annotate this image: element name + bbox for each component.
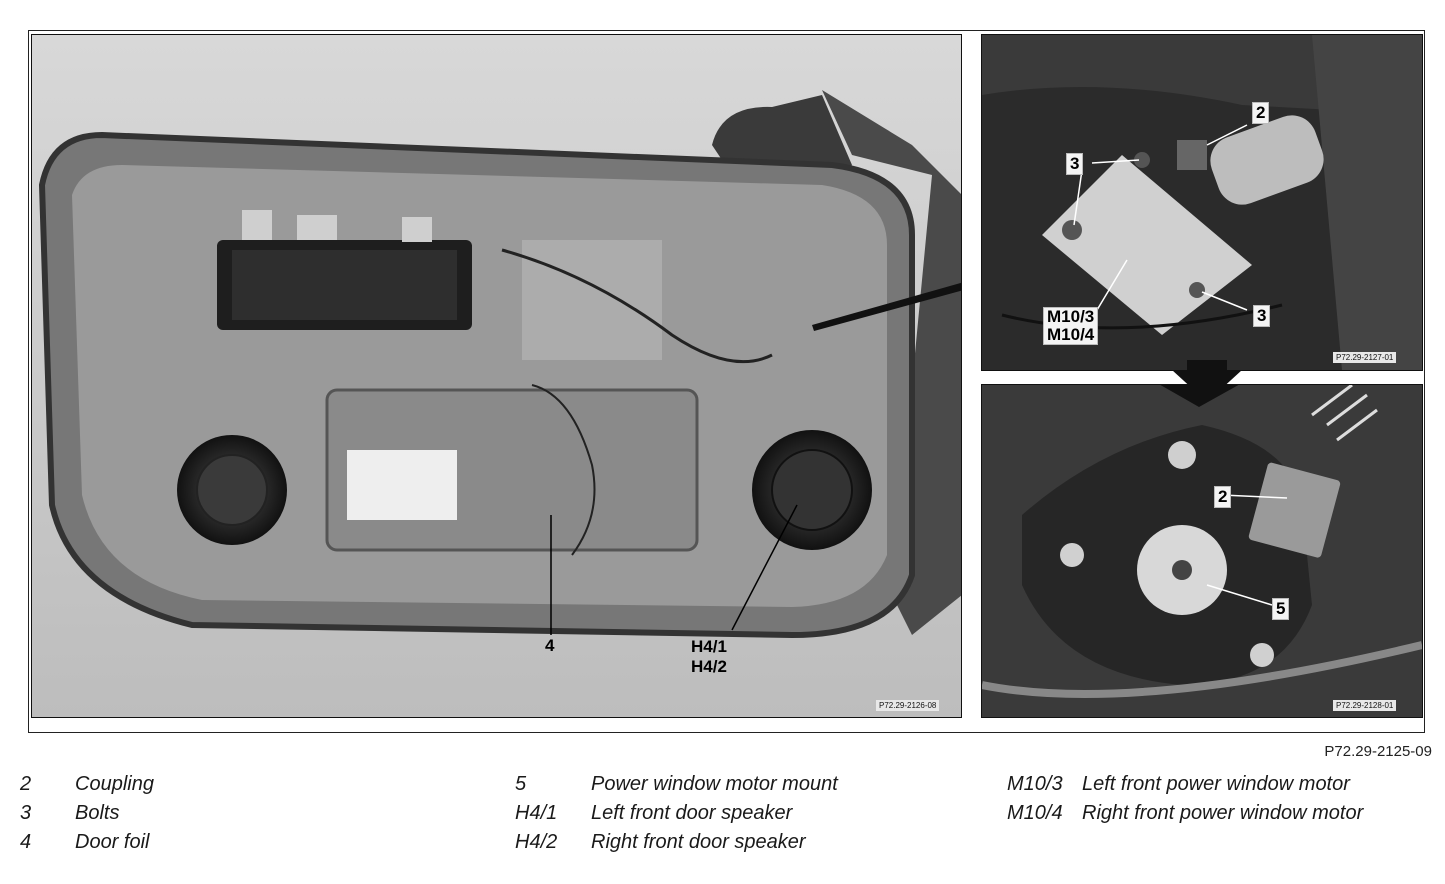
legend-key: 3 [20,802,32,824]
legend-text: Right front power window motor [1082,802,1364,824]
callout-coupling-bottom: 2 [1214,486,1231,508]
legend-key: 5 [515,773,527,795]
down-arrow-icon [1172,360,1242,402]
callout-motor-mount: 5 [1272,598,1289,620]
legend-text: Power window motor mount [591,773,838,795]
main-photo-code: P72.29-2126-08 [876,700,939,711]
top-photo-code: P72.29-2127-01 [1333,352,1396,363]
bottom-photo-code: P72.29-2128-01 [1333,700,1396,711]
callout-bolt-b: 3 [1253,305,1270,327]
motor-mount-illustration [982,385,1422,717]
legend-key: M10/4 [1007,802,1063,824]
callout-left-motor: M10/3 [1047,307,1095,326]
legend-text: Right front door speaker [591,831,806,853]
legend-key: M10/3 [1007,773,1063,795]
legend-text: Coupling [75,773,154,795]
legend-key: 4 [20,831,32,853]
legend-key: H4/1 [515,802,558,824]
motor-mount-detail-photo [981,384,1423,718]
callout-bolt-a: 3 [1066,153,1083,175]
legend-key: H4/2 [515,831,558,853]
legend-text: Bolts [75,802,120,824]
callout-right-speaker: H4/2 [691,657,727,676]
callout-motor-group [1043,307,1098,345]
legend-text: Door foil [75,831,150,853]
callout-right-motor: M10/4 [1047,325,1095,344]
figure-code: P72.29-2125-09 [1324,743,1432,760]
legend-key: 2 [20,773,32,795]
door-panel-illustration [32,35,961,717]
legend-text: Left front door speaker [591,802,793,824]
callout-door-foil: 4 [545,636,555,655]
callout-coupling-top: 2 [1252,102,1269,124]
legend-text: Left front power window motor [1082,773,1350,795]
door-panel-photo [31,34,962,718]
callout-left-speaker: H4/1 [691,637,727,656]
